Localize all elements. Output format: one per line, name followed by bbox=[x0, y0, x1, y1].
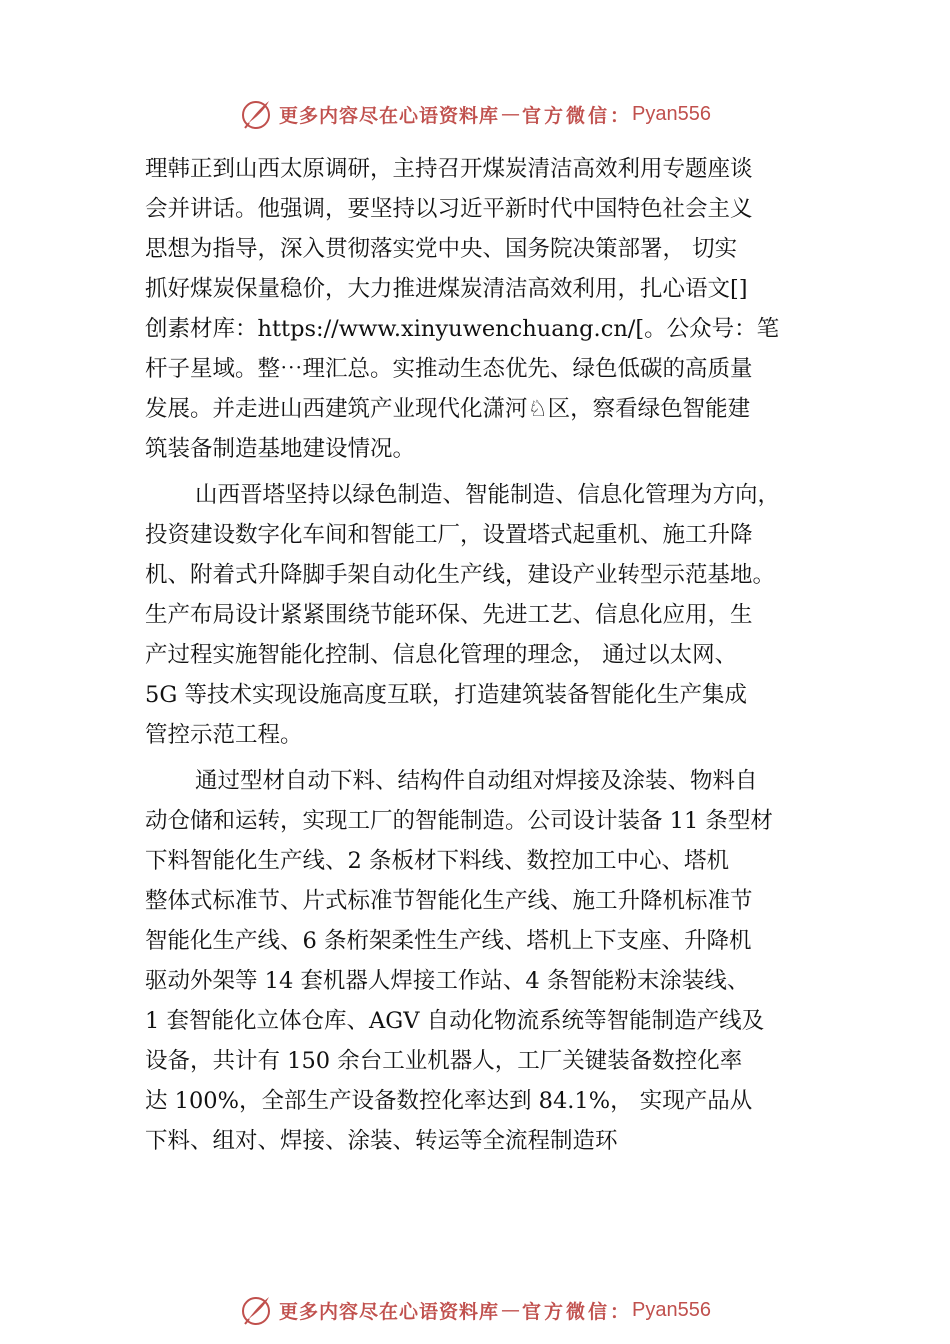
p3-line: 设备，共计有 150 余台工业机器人，工厂关键装备数控化率 bbox=[145, 1048, 743, 1074]
footer-separator: — bbox=[501, 1299, 521, 1321]
p1-line: 筑装备制造基地建设情况。 bbox=[145, 436, 416, 462]
p1-line: 会并讲话。他强调，要坚持以习近平新时代中国特色社会主义 bbox=[145, 196, 753, 222]
footer-banner bbox=[0, 1290, 950, 1330]
footer-wechat-label: 官方微信： bbox=[522, 1300, 633, 1323]
p1-line: 杆子星域。整⋯理汇总。实推动生态优先、绿色低碳的高质量 bbox=[145, 356, 753, 382]
p3-line: 驱动外架等 14 套机器人焊接工作站、4 条智能粉末涂装线、 bbox=[145, 968, 750, 994]
p3-line: 1 套智能化立体仓库、AGV 自动化物流系统等智能制造产线及 bbox=[145, 1008, 765, 1034]
p3-line: 整体式标准节、片式标准节智能化生产线、施工升降机标准节 bbox=[145, 888, 753, 914]
header-wechat-id: Pyan556 bbox=[632, 102, 711, 125]
p2-line: 机、附着式升降脚手架自动化生产线，建设产业转型示范基地。 bbox=[145, 562, 776, 588]
p1-line: 思想为指导，深入贯彻落实党中央、国务院决策部署， 切实 bbox=[145, 236, 738, 262]
header-banner bbox=[0, 94, 950, 134]
footer-main-text: 更多内容尽在心语资料库 bbox=[279, 1300, 500, 1323]
p3-line: 动仓储和运转，实现工厂的智能制造。公司设计装备 11 条型材 bbox=[145, 808, 773, 834]
p1-line: 发展。并走进山西建筑产业现代化潇河♘区，察看绿色智能建 bbox=[145, 396, 751, 422]
p3-line: 通过型材自动下料、结构件自动组对焊接及涂装、物料自 bbox=[195, 768, 758, 794]
p1-line: 理韩正到山西太原调研，主持召开煤炭清洁高效利用专题座谈 bbox=[145, 156, 753, 182]
p2-line: 产过程实施智能化控制、信息化管理的理念， 通过以太网、 bbox=[145, 642, 738, 668]
quill-logo-icon bbox=[239, 97, 273, 131]
p2-line: 山西晋塔坚持以绿色制造、智能制造、信息化管理为方向， bbox=[195, 482, 781, 508]
p3-line: 达 100%，全部生产设备数控化率达到 84.1%， 实现产品从 bbox=[145, 1088, 753, 1114]
p1-line: 抓好煤炭保量稳价，大力推进煤炭清洁高效利用，扎心语文[] bbox=[145, 276, 748, 302]
p2-line: 5G 等技术实现设施高度互联，打造建筑装备智能化生产集成 bbox=[145, 682, 747, 708]
footer-wechat-id: Pyan556 bbox=[632, 1298, 711, 1321]
paragraph-3 bbox=[145, 761, 835, 1161]
p2-line: 生产布局设计紧紧围绕节能环保、先进工艺、信息化应用，生 bbox=[145, 602, 753, 628]
header-wechat-label: 官方微信： bbox=[522, 104, 633, 127]
paragraph-1 bbox=[145, 149, 835, 469]
header-main-text: 更多内容尽在心语资料库 bbox=[279, 104, 500, 127]
p3-line: 下料、组对、焊接、涂装、转运等全流程制造环 bbox=[145, 1128, 618, 1154]
p3-line: 智能化生产线、6 条桁架柔性生产线、塔机上下支座、升降机 bbox=[145, 928, 752, 954]
quill-logo-icon bbox=[239, 1293, 273, 1327]
document-body bbox=[145, 149, 835, 1167]
p2-line: 投资建设数字化车间和智能工厂，设置塔式起重机、施工升降 bbox=[145, 522, 753, 548]
p1-line: 创素材库：https://www.xinyuwenchuang.cn/[。公众号：笔 bbox=[145, 316, 780, 342]
p2-line: 管控示范工程。 bbox=[145, 722, 303, 748]
paragraph-2 bbox=[145, 475, 835, 755]
p3-line: 下料智能化生产线、2 条板材下料线、数控加工中心、塔机 bbox=[145, 848, 729, 874]
header-separator: — bbox=[501, 103, 521, 125]
